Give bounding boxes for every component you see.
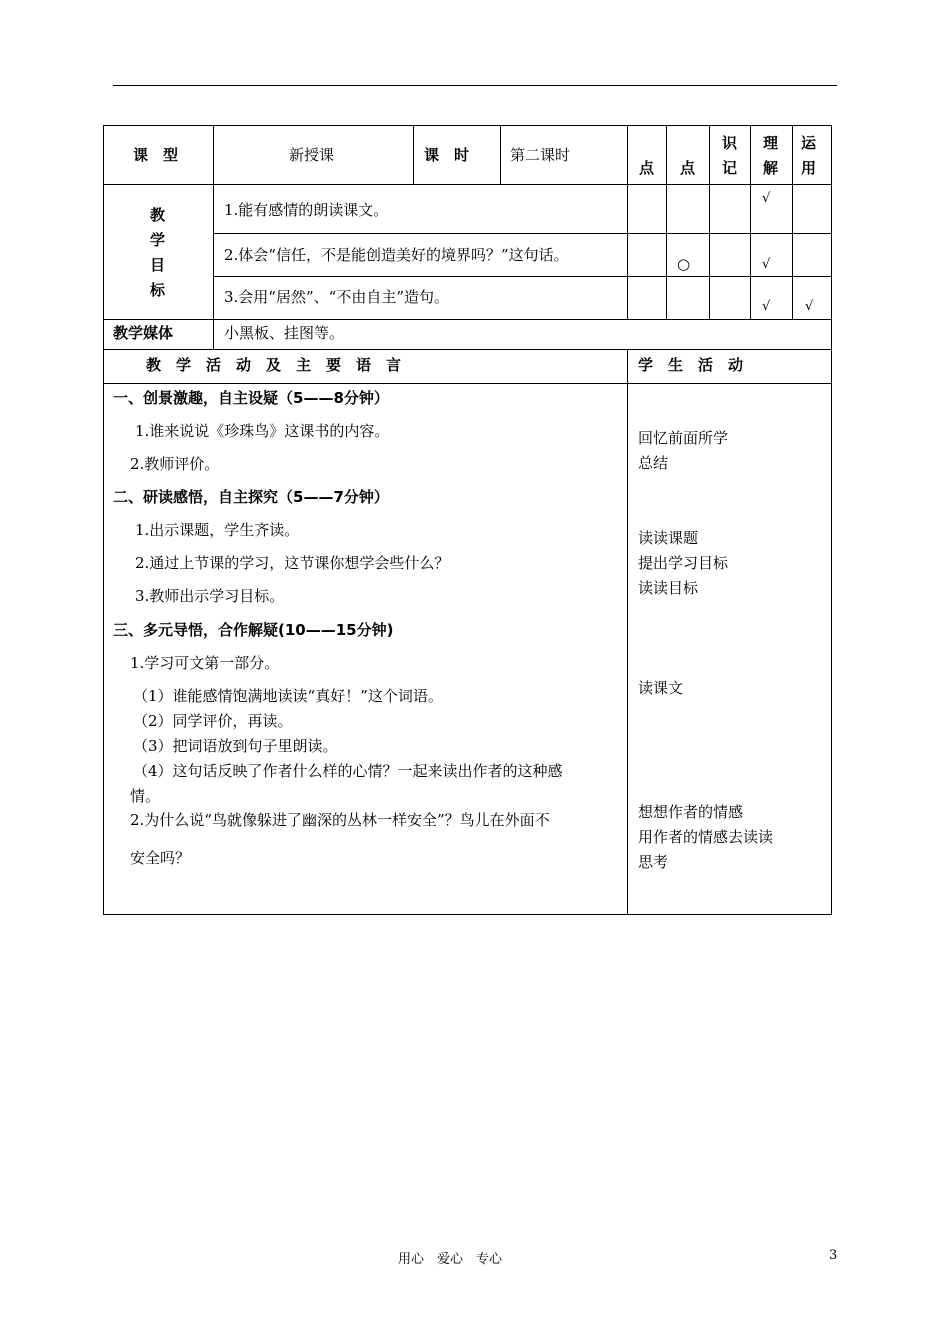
check-mark: √ (762, 299, 771, 314)
teaching-line: （4）这句话反映了作者什么样的心情？一起来读出作者的这种感 (133, 762, 563, 780)
objectives-label-char: 学 (150, 231, 166, 249)
student-line: 想想作者的情感 (638, 803, 744, 821)
objectives-label-char: 教 (150, 206, 166, 224)
col-header-3b: 记 (722, 159, 738, 177)
lesson-type-label: 课 型 (133, 146, 179, 164)
student-line: 提出学习目标 (638, 554, 729, 572)
period-value: 第二课时 (510, 146, 571, 164)
teaching-line: 1.出示课题，学生齐读。 (135, 521, 300, 539)
objectives-label-char: 标 (150, 281, 166, 299)
check-mark: √ (762, 257, 771, 272)
student-line: 回忆前面所学 (638, 429, 729, 447)
student-activity-header: 学 生 活 动 (638, 356, 744, 374)
col-header-4a: 理 (763, 134, 779, 152)
circle-mark: ○ (677, 255, 691, 273)
check-mark: √ (805, 299, 814, 314)
period-label: 课 时 (424, 146, 470, 164)
teaching-line: （1）谁能感情饱满地读读“真好！”这个词语。 (133, 687, 443, 705)
teaching-line: 2.教师评价。 (130, 455, 220, 473)
check-mark: √ (762, 191, 771, 206)
teaching-line: （3）把词语放到句子里朗读。 (133, 737, 338, 755)
student-line: 读课文 (638, 679, 684, 697)
teaching-line: 3.教师出示学习目标。 (135, 587, 285, 605)
teaching-activity-header: 教 学 活 动 及 主 要 语 言 (146, 356, 402, 374)
student-line: 用作者的情感去读读 (638, 828, 774, 846)
header-rule (113, 85, 837, 86)
page-number: 3 (829, 1248, 838, 1263)
section-heading: 一、创景激趣，自主设疑（5——8分钟） (113, 389, 389, 407)
student-line: 思考 (638, 853, 669, 871)
media-value: 小黑板、挂图等。 (224, 324, 345, 342)
col-header-5b: 用 (801, 159, 817, 177)
student-line: 总结 (638, 454, 669, 472)
teaching-line: （2）同学评价，再读。 (133, 712, 293, 730)
col-header-4b: 解 (763, 159, 779, 177)
teaching-line: 2.通过上节课的学习，这节课你想学会些什么？ (135, 554, 450, 572)
lesson-type-value: 新授课 (289, 146, 335, 164)
media-label: 教学媒体 (113, 324, 174, 342)
objective-item: 2.体会“信任，不是能创造美好的境界吗？”这句话。 (224, 246, 569, 264)
objective-item: 1.能有感情的朗读课文。 (224, 201, 389, 219)
col-header-1: 点 (639, 159, 655, 177)
student-line: 读读目标 (638, 579, 699, 597)
footer-motto: 用心 爱心 专心 (398, 1252, 503, 1267)
student-line: 读读课题 (638, 529, 699, 547)
teaching-line: 安全吗？ (130, 849, 191, 867)
col-header-3a: 识 (722, 134, 738, 152)
section-heading: 三、多元导悟，合作解疑(10——15分钟) (113, 621, 394, 639)
teaching-line: 1.学习可文第一部分。 (130, 654, 280, 672)
col-header-5a: 运 (801, 134, 817, 152)
section-heading: 二、研读感悟，自主探究（5——7分钟） (113, 488, 389, 506)
objective-item: 3.会用“居然”、“不由自主”造句。 (224, 288, 449, 306)
objectives-label-char: 目 (150, 256, 166, 274)
teaching-line: 1.谁来说说《珍珠鸟》这课书的内容。 (135, 422, 390, 440)
teaching-line: 2.为什么说“鸟就像躲进了幽深的丛林一样安全”？鸟儿在外面不 (130, 811, 550, 829)
teaching-line: 情。 (130, 787, 161, 805)
col-header-2: 点 (680, 159, 696, 177)
